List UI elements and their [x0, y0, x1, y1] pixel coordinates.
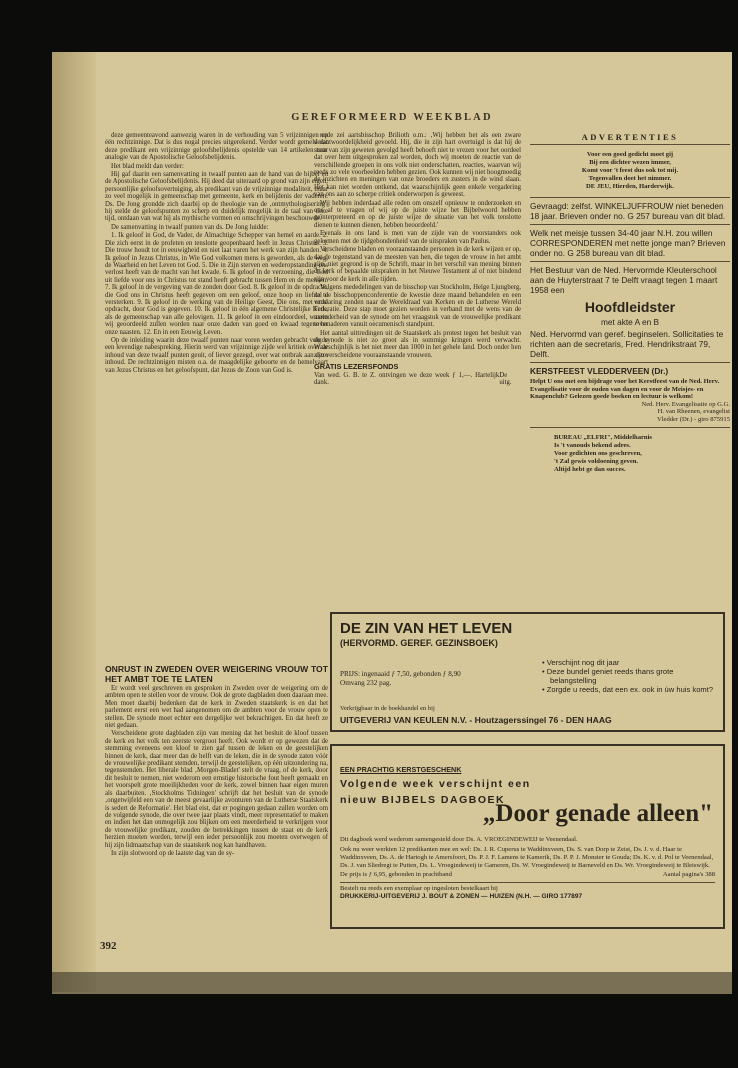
paragraph: deze gemeenteavond aanwezig waren in de verhouding van 5 vrijzinnigen op één rechtzinnige. Dat is dus nogal precies uitgerekend. Verder wordt gemeld dat deze predikant een vrijzinnige geloofsbelijdenis opstelde van 14 artikelen naar analogie van de Apostolische Geloofsbelijdenis. [105, 132, 328, 162]
page-number: 392 [100, 940, 117, 952]
bij-door-genade: „Door genade alleen" [482, 800, 713, 827]
bij-line: Dit dagboek werd wederom samengesteld door Ds. A. VROEGINDEWEIJ te Veenendaal. [340, 836, 578, 843]
zin-bullet: • Deze bundel geniet reeds thans grote belangstelling [542, 667, 674, 685]
zin-availability: Verkrijgbaar in de boekhandel en bij [340, 705, 435, 712]
zin-price [340, 670, 461, 688]
bij-line: Ook nu weer werkten 12 predikanten mee en wel: Ds. J. R. Cuperus te Waddinxveen, Ds. S. van Dorp te Zeist, Ds. J. v. d. Haar te Waddinxveen, Ds. A. de Hartogh te Amersfoort, Ds. P. J. F. Lamens te Kamerik, Ds. P. P. J. Monster te Gouda; Ds. K. v. d. Pol te Veenendaal, Ds. J. van Sliedregt te Putten, Ds. L. Vroegindeweij te Gameren, Ds. W. Vroegindeweij te Barneveld en Ds. Wr. Vroegindeweij te Bleiswijk. [340, 846, 714, 869]
ad-line: Bij een dichter wezen immer, [589, 159, 671, 166]
ad-kleuterschool: Het Bestuur van de Ned. Hervormde Kleuterschool aan de Huyterstraat 7 te Delft vraagt tegen 1 maart 1958 een [530, 265, 718, 295]
ad-kerstfeest-text: Helpt U ons met een bijdrage voor het Kerstfeest van de Ned. Herv. Evangelisatie voor de ouden van dagen en voor de Meisjes- en Knapenclub? Gelezen goede boeken en lectuur is welkom! [530, 378, 720, 401]
ad-winkeljuffrouw: Gevraagd: zelfst. WINKELJUFFROUW niet beneden 18 jaar. Brieven onder no. G 257 bureau van dit blad. [530, 201, 726, 221]
advertisements-column [530, 132, 730, 480]
middle-column [314, 132, 521, 632]
bij-body [340, 836, 715, 901]
ad-line: 't Zal gewis voldoening geven. [554, 457, 639, 465]
zin-subtitle: (HERVORMD. GEREF. GEZINSBOEK) [340, 638, 498, 648]
ad-kerstfeest-heading: KERSTFEEST VLEDDERVEEN (Dr.) [530, 366, 669, 376]
divider [530, 224, 730, 225]
ad-line: Voor gedichten ons geschreven, [554, 449, 642, 457]
page-edge-stain [52, 52, 96, 992]
paragraph: Het aantal uittredingen uit de Staatskerk als protest tegen het besluit van de synode is niet zo groot als in sommige kringen werd verwacht. Waarschijnlijk is het niet meer dan 1000 in het gehele land. Doch onder hen zijn verscheidene vooraanstaande vrouwen. [314, 329, 521, 359]
article-heading: ONRUST IN ZWEDEN OVER WEIGERING VROUW TOT HET AMBT TOE TE LATEN [105, 664, 328, 684]
gratis-sign: De uitg. [499, 371, 512, 386]
gratis-heading: GRATIS LEZERSFONDS [314, 362, 399, 372]
left-column-top [105, 132, 328, 662]
ad-line: Tegenvallen doet het nimmer. [588, 175, 672, 182]
divider [530, 197, 730, 198]
bij-prijs-row [340, 871, 715, 879]
zin-publisher: UITGEVERIJ VAN KEULEN N.V. - Houtzagerssingel 76 - DEN HAAG [340, 715, 612, 725]
ad-bijbels-dagboek [330, 744, 725, 929]
ad-line: Voor een goed gedicht moet gij [586, 151, 674, 158]
ad-corresponderen: Welk net meisje tussen 34-40 jaar N.H. zou willen CORRESPONDEREN met nette jonge man? Brieven onder no. G 258 bureau van dit blad. [530, 228, 726, 258]
ad-line: Is 't vanouds bekend adres. [554, 441, 631, 449]
divider [530, 427, 730, 428]
ad-kleuterschool-details: Ned. Hervormd van geref. beginselen. Sollicitaties te richten aan de secretaris, Fred. Hendrikstraat 79, Delft. [530, 329, 724, 359]
paragraph: 1. Ik geloof in God, de Vader, de Almachtige Schepper van hemel en aarde. 2. Die zich eerst in de profeten en tenslotte geopenbaard heeft in Jezus Christus. 3. Die trouw houdt tot in eeuwigheid en niet laat varen het werk van zijn handen. 4. Ik geloof in Jezus Christus, in Wie God volkomen mens is geworden, als de weg, de Waarheid en het Leven tot God. 5. Die in Zijn sterven en wederopstanding ons verlost heeft van de macht van het kwade. 6. Ik geloof in de verzoening, die God uit liefde voor ons in Christus tot stand heeft gebracht tussen Hem en de mensen. 7. Ik geloof in de vergeving van de zonden door God. 8. Ik geloof in de opdracht, die God ons in Christus heeft gegeven om een geloof, onze hoop en liefde te versterken. 9. Ik geloof in de werking van de Heilige Geest, Die ons, met onze opdracht, door God is gegeven. 10. Ik geloof in één algemene Christelijke Kerk, als de gemeenschap van alle gelovigen. 11. Ik geloof in een eindoordeel, waarin wij geoordeeld zullen worden naar onze daden van goed en kwaad tegenover onze naasten. 12. En in een Eeuwig Leven. [105, 232, 328, 336]
paragraph: Het blad meldt dan verder: [111, 162, 184, 170]
paragraph: Verscheidene bladen en vooraanstaande personen in de kerk wijzen er op, dat de tegenstand van de meesten van hen, die tegen de vrouw in het ambt zijn, niet gegrond is op de Schrift, maar in het verschil van mening binnen de kerk of bepaalde uitspraken in het Nieuwe Testament al of niet bindend zijn voor de kerk in alle tijden. [314, 246, 521, 283]
ad-kerstfeest-sign: Ned. Herv. Evangelisatie op G.G. [641, 400, 730, 408]
paragraph: Op de inleiding waarin deze twaalf punten naar voren werden gebracht volgde een levendige nabespreking. Hierin werd van vrijzinnige zijde wel kritiek over de inhoud van deze twaalf punten geuit, of liever gezegd, over wat ontbrak aan deze inhoud. De rechtzinnigen misten o.a. de maagdelijke geboorte en de hemelvaart van Jezus Christus en het geloofspunt, dat Jezus de Zoon van God is. [105, 336, 328, 374]
ad-gedicht [530, 151, 730, 191]
ad-akte: met akte A en B [600, 317, 660, 327]
bij-aantal: Aantal pagina's 388 [662, 871, 715, 878]
zin-bullets [542, 658, 720, 694]
ad-hoofdleidster: Hoofdleidster [584, 299, 676, 315]
paragraph: node zei aartsbisschop Brilioth o.m.: ‚Wij hebben het als een zware verantwoordelijkheid gevoeld. Hij, die in zijn hart overtuigd is dat hij de stem van zijn geweten gevolgd heeft behoeft niet te vrezen voor het oordeel dat over hem uitgesproken zal worden, doch wij moeten de reactie van de verschillende groepen in ons volk niet onderschatten, reacties, waarvan wij reeds zo vele voorbeelden hebben gezien. Ook kunnen wij niet hoogmoedig de inzichten en meningen van onze broeders en zusters in de wind slaan. Het kan niet worden ontkend, dat waarschijnlijk geen enkele vergadering van ons aan zo scherpe critiek onderworpen is geweest. [314, 132, 521, 199]
bij-publisher: DRUKKERIJ-UITGEVERIJ J. BOUT & ZONEN — HUIZEN (N.H. — GIRO 177897 [340, 893, 583, 900]
bij-volgende: Volgende week verschijnt een [340, 778, 531, 790]
ad-elfri [530, 434, 730, 474]
ad-kerstfeest-sign: Vledder (Dr.) - giro 875915 [656, 415, 730, 423]
paragraph: Wij hebben inderdaad alle reden om onszelf opnieuw te onderzoeken en ons af te vragen of wij op de juiste wijze het Bijbelwoord hebben geïnterpreteerd en op de juiste wijze de situatie van het volk tenslotte dienen te kunnen dienen, hebben beoordeeld.' [314, 199, 521, 229]
bij-nieuw: nieuw BIJBELS DAGBOEK [340, 794, 506, 806]
paragraph: Evenals in ons land is men van de zijde van de voorstanders ook gekomen met de tijdgebondenheid van de uitspraken van Paulus. [314, 230, 521, 245]
paragraph: Volgens mededelingen van de bisschop van Stockholm, Helge Ljungberg, zal de bisschoppenconferentie de kwestie deze maand behandelen en een verklaring zenden naar de Wereldraad van Kerken en de Lutherse Wereld Federatie. Deze stap moet gezien worden in verband met de wens van de meerderheid van de synode om het vraagstuk van de vrouwelijke predikant te benaderen vanuit oecumenisch standpunt. [314, 284, 521, 329]
page-header: GEREFORMEERD WEEKBLAD [291, 112, 493, 123]
newspaper-page [52, 52, 732, 994]
divider [530, 261, 730, 262]
zin-title: DE ZIN VAN HET LEVEN [340, 620, 513, 637]
page-bottom-shadow [52, 972, 732, 994]
ad-line: Altijd hebt ge dan succes. [554, 465, 626, 473]
ad-line: Komt voor 't feest dus ook tot mij. [581, 167, 679, 174]
left-column-bottom [105, 664, 328, 984]
advertisements-title: ADVERTENTIES [530, 132, 730, 145]
paragraph: Hij gaf daarin een samenvatting in twaalf punten aan de hand van de bijbel en de Apostolische Geloofsbelijdenis. Hij deed dat uiteraard op grond van zijn eigen, persoonlijke geloofsovertuiging, als predikant van de vrijzinnige modaliteit, maar zo veel mogelijk in gemeenschap met gemeente, kerk en belijdenis der vaderen. Ds. De Jong grondde zich daarbij op de theologie van de ‚ontmythologisering'; hij stelde de geloofspunten zo scherp en duidelijk mogelijk in de taal van deze tijd, ontdaan van wat hij als mythische vormen en omschrijvingen beschouwde. [105, 171, 328, 223]
divider [530, 362, 730, 363]
bij-kerstgeschenk: EEN PRACHTIG KERSTGESCHENK [340, 765, 462, 774]
paragraph: In zijn slotwoord op de laatste dag van de sy- [111, 849, 235, 857]
zin-price-line: PRIJS: ingenaaid ƒ 7,50, gebonden ƒ 8,90 [340, 670, 461, 678]
ad-line: BUREAU „ELFRI", Middelharnis [554, 433, 653, 441]
paragraph: Er wordt veel geschreven en gesproken in Zweden over de weigering om de ambten open te stellen voor de vrouw. Ook de grote dagbladen doen daaraan mee. Men moet daarbij bedenken dat de kerk in Zweden staatskerk is en dat het parlement eerst een wet had aangenomen om de ambten voor de vrouw open te stellen. De synode moet echter een dergelijke wet bekrachtigen. En dat heeft ze niet gedaan. [105, 685, 328, 730]
ad-zin-van-het-leven [330, 612, 725, 732]
paragraph: De samenvatting in twaalf punten van ds. De Jong luidde: [111, 223, 269, 231]
gratis-text: Van wed. G. B. te Z. ontvingen we deze week ƒ 1,—. Hartelijk dank. [314, 371, 500, 386]
gratis-row [314, 372, 521, 387]
ad-line: DE JEU, Hierden, Harderwijk. [586, 183, 674, 190]
zin-price-line: Omvang 232 pag. [340, 679, 392, 687]
zin-bullet: • Verschijnt nog dit jaar [542, 658, 620, 667]
ad-kerstfeest-sign: H. van Rheenen, evangelist [657, 408, 730, 416]
zin-bullet: • Zorgde u reeds, dat een ex. ook in úw huis komt? [542, 685, 714, 694]
bij-bestel: Bestelt nu reeds een exemplaar op ingesloten bestelkaart bij [340, 882, 715, 893]
bij-prijs: De prijs is ƒ 6,95, gebonden in prachtband [340, 871, 452, 878]
paragraph: Verscheidene grote dagbladen zijn van mening dat het besluit de kloof tussen de kerk en het volk ten zeerste vergroot heeft. Ook wordt er op gewezen dat de stemming eveneens een kloof te zien gaf tussen de leken en de geestelijken binnen de kerk, daar meer dan de helft van de leken, die in de synode zaten vóór de vrouwelijke predikant stemden, terwijl de geestelijken, op één uitzondering na, tegenstemden. Het liberale blad ‚Morgen-Bladet' stelt de vraag, of de kerk, door dit besluit te nemen, niet wederom een ernstige historische fout heeft gemaakt en het voorspelt grote moeilijkheden voor de kerk, zowel binnen haar eigen muren als daarbuiten. ‚Stockholms Tidningen' schrijft dat het besluit van de synode ‚ongetwijfeld een van de meest gevaarlijke avonturen van de Lutherse Staatskerk is sedert de Reformatie'. Het blad eist, dat er pogingen gedaan zullen worden om de volgende synode, die over twee jaar plaats vindt, meer representatief te maken en indien het dan onmogelijk zou blijken om een meerderheid te verkrijgen voor de vrouwelijke predikant, zouden de betrekkingen tussen de staat en de kerk herzien moeten worden, terwijl een ieder persoonlijk zou moeten overwegen of hij zijn lidmaatschap van de staatskerk nog kan handhaven. [105, 730, 328, 849]
